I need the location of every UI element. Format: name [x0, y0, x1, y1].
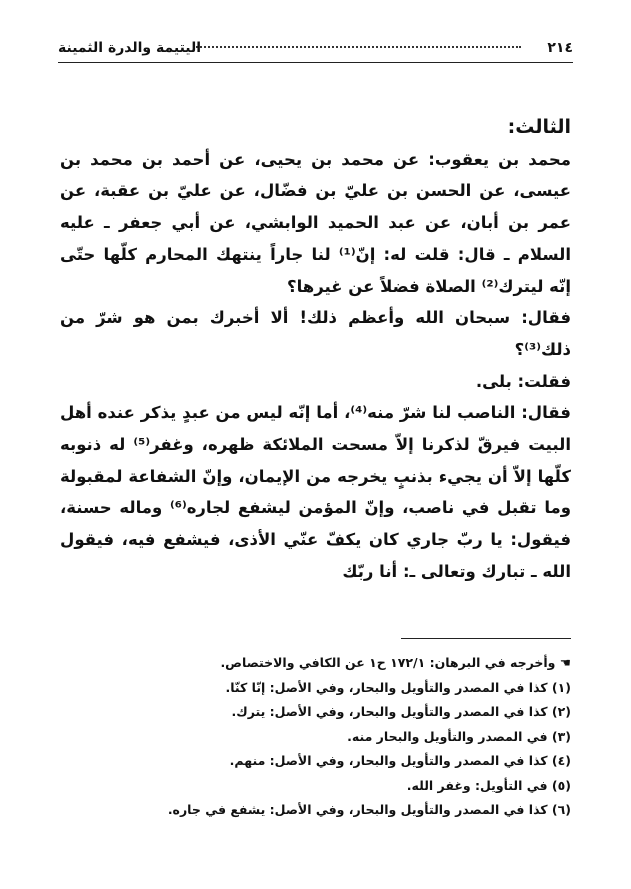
footnote-2: (٢) كذا في المصدر والتأويل والبحار، وفي الأصل: يترك. — [231, 704, 571, 719]
footnote-6: (٦) كذا في المصدر والتأويل والبحار، وفي الأصل: يشفع في جاره. — [167, 802, 571, 817]
footnote-5: (٥) في التأويل: وغفر الله. — [406, 777, 571, 793]
narrator-name: محمد بن يعقوب: — [428, 149, 571, 169]
hadith-paragraph-4: فقال: الناصب لنا شرّ منه⁽⁴⁾، أما إنّه ليس من عبدٍ يذكر عنده أهل البيت فيرقّ لذكرنا إلاّ مسحت الملائكة ظهره، وغفر⁽⁵⁾ له ذنوبه كلّها إلاّ أن يجيء بذنبٍ يخرجه من الإيمان، وإنّ الشفاعة لمقبولة وما تقبل في ناصب، وإنّ المؤمن ليشفع لجاره⁽⁶⁾ وماله حسنة، فيقول: يا ربّ جاري كان يكفّ عنّي الأذى، فيشفع فيه، فيقول الله ـ تبارك وتعالى ـ: أنا ربّك — [60, 403, 571, 581]
hadith-paragraph-3: فقلت: بلى. — [475, 371, 571, 391]
main-text — [60, 112, 571, 588]
page-number: ٢١٤ — [547, 40, 573, 56]
running-header — [58, 40, 573, 63]
hadith-paragraph-2: فقال: سبحان الله وأعظم ذلك! ألا أخبرك بمن هو شرّ من ذلك⁽³⁾؟ — [60, 308, 571, 359]
footnote-3: (٣) في المصدر والتأويل والبحار منه. — [347, 728, 571, 744]
header-leader-dots — [193, 46, 521, 48]
footnote-source-text: وأخرجه في البرهان: ١٧٢/١ ح١ عن الكافي والاختصاص. — [220, 655, 556, 670]
pointing-hand-icon: ☚ — [559, 655, 571, 670]
section-title: الثالث: — [507, 116, 571, 138]
footnote-separator — [401, 638, 571, 639]
footnotes — [60, 651, 571, 823]
paragraph-text-1: عن محمد بن يحيى، عن أحمد بن محمد بن عيسى، عن الحسن بن عليّ بن فضّال، عن عليّ بن عقبة، عن عمر بن أبان، عن عبد الحميد الوابشي، عن أبي جعفر ـ عليه السلام ـ قال: قلت له: إنّ⁽¹⁾ لنا جاراً ينتهك المحارم كلّها حتّى إنّه ليترك⁽²⁾ الصلاة فضلاً عن غيرها؟ — [60, 149, 572, 296]
footnote-1: (١) كذا في المصدر والتأويل والبحار، وفي الأصل: إنّا كنّا. — [225, 679, 571, 695]
running-title: اليتيمة والدرة الثمينة — [58, 40, 202, 56]
hadith-paragraph-1 — [60, 144, 571, 303]
footnote-source — [60, 651, 571, 676]
footnote-4: (٤) كذا في المصدر والتأويل والبحار، وفي الأصل: منهم. — [229, 753, 571, 768]
